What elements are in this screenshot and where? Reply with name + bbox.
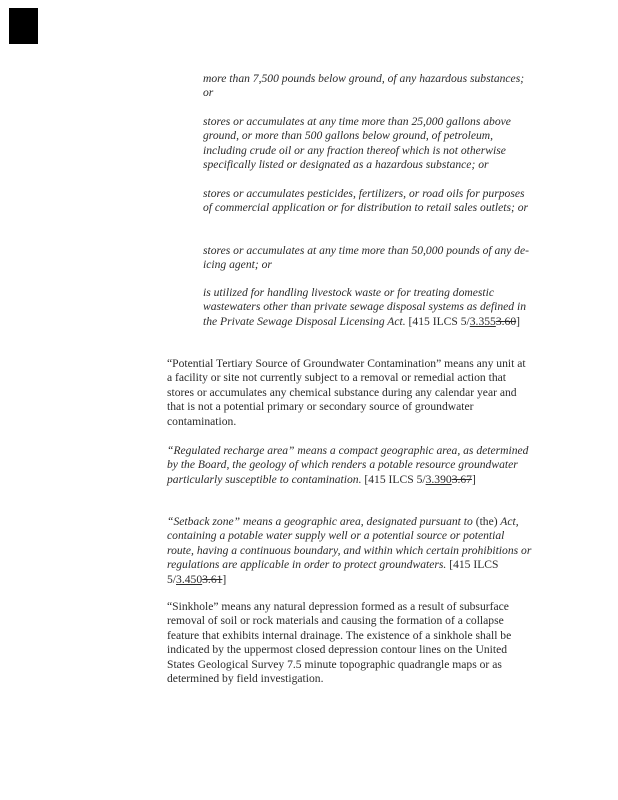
definition-sinkhole: “Sinkhole” means any natural depression formed as a result of subsurface removal of soil or rock materials and causing the formation of a collapse feature that exhibits internal drainage. The existence of a sinkhole shall be indicated by the uppermost closed depression contour lines on the United States Geological Survey 7.5 minute topographic quadrangle maps or as determined by field investigation. xyxy=(167,600,512,686)
citation: [415 ILCS 5/3.3553.60] xyxy=(405,314,521,328)
inserted-text: 3.390 xyxy=(425,472,452,486)
definition-regulated-recharge-area: “Regulated recharge area” means a compact geographic area, as determined by the Board, the geology of which renders a potable resource groundwater particularly susceptible to contamination. [415 ILCS 5/3.3903.67] xyxy=(167,444,529,486)
list-item-petroleum: stores or accumulates at any time more than 25,000 gallons above ground, or more than 500 gallons below ground, of petroleum, including crude oil or any fraction thereof which is not otherwise specifically listed or designated as a hazardous substance; or xyxy=(203,115,511,172)
scan-corner-mark xyxy=(9,8,38,44)
citation: [415 ILCS 5/3.4503.61] xyxy=(167,558,499,586)
list-item-pesticides: stores or accumulates pesticides, fertilizers, or road oils for purposes of commercial application or for distribution to retail sales outlets; or xyxy=(203,187,529,215)
definition-setback-zone: “Setback zone” means a geographic area, designated pursuant to (the) Act, containing a potable water supply well or a potential source or potential route, having a continuous boundary, and within which certain prohibitions or regulations are applicable in order to protect groundwaters. [415 ILCS 5/3.4503.61] xyxy=(167,515,532,586)
deleted-text: 3.60 xyxy=(495,314,517,328)
deleted-text: 3.61 xyxy=(202,572,223,586)
citation: [415 ILCS 5/3.3903.67] xyxy=(361,472,476,486)
deleted-text: 3.67 xyxy=(451,472,472,486)
inserted-text: 3.450 xyxy=(176,572,203,586)
inserted-text: 3.355 xyxy=(469,314,496,328)
list-item-de-icing-agent: stores or accumulates at any time more than 50,000 pounds of any de-icing agent; or xyxy=(203,244,529,272)
list-item-hazardous-substances: more than 7,500 pounds below ground, of any hazardous substances; or xyxy=(203,72,525,100)
definition-potential-tertiary-source: “Potential Tertiary Source of Groundwater Contamination” means any unit at a facility or site not currently subject to a removal or remedial action that stores or accumulates any chemical substance during any calendar year and that is not a potential primary or secondary source of groundwater contamination. xyxy=(167,357,526,428)
list-item-livestock-waste: is utilized for handling livestock waste or for treating domestic wastewaters other than private sewage disposal systems as defined in the Private Sewage Disposal Licensing Act. [415 ILCS 5/3.3553.60] xyxy=(203,286,526,328)
